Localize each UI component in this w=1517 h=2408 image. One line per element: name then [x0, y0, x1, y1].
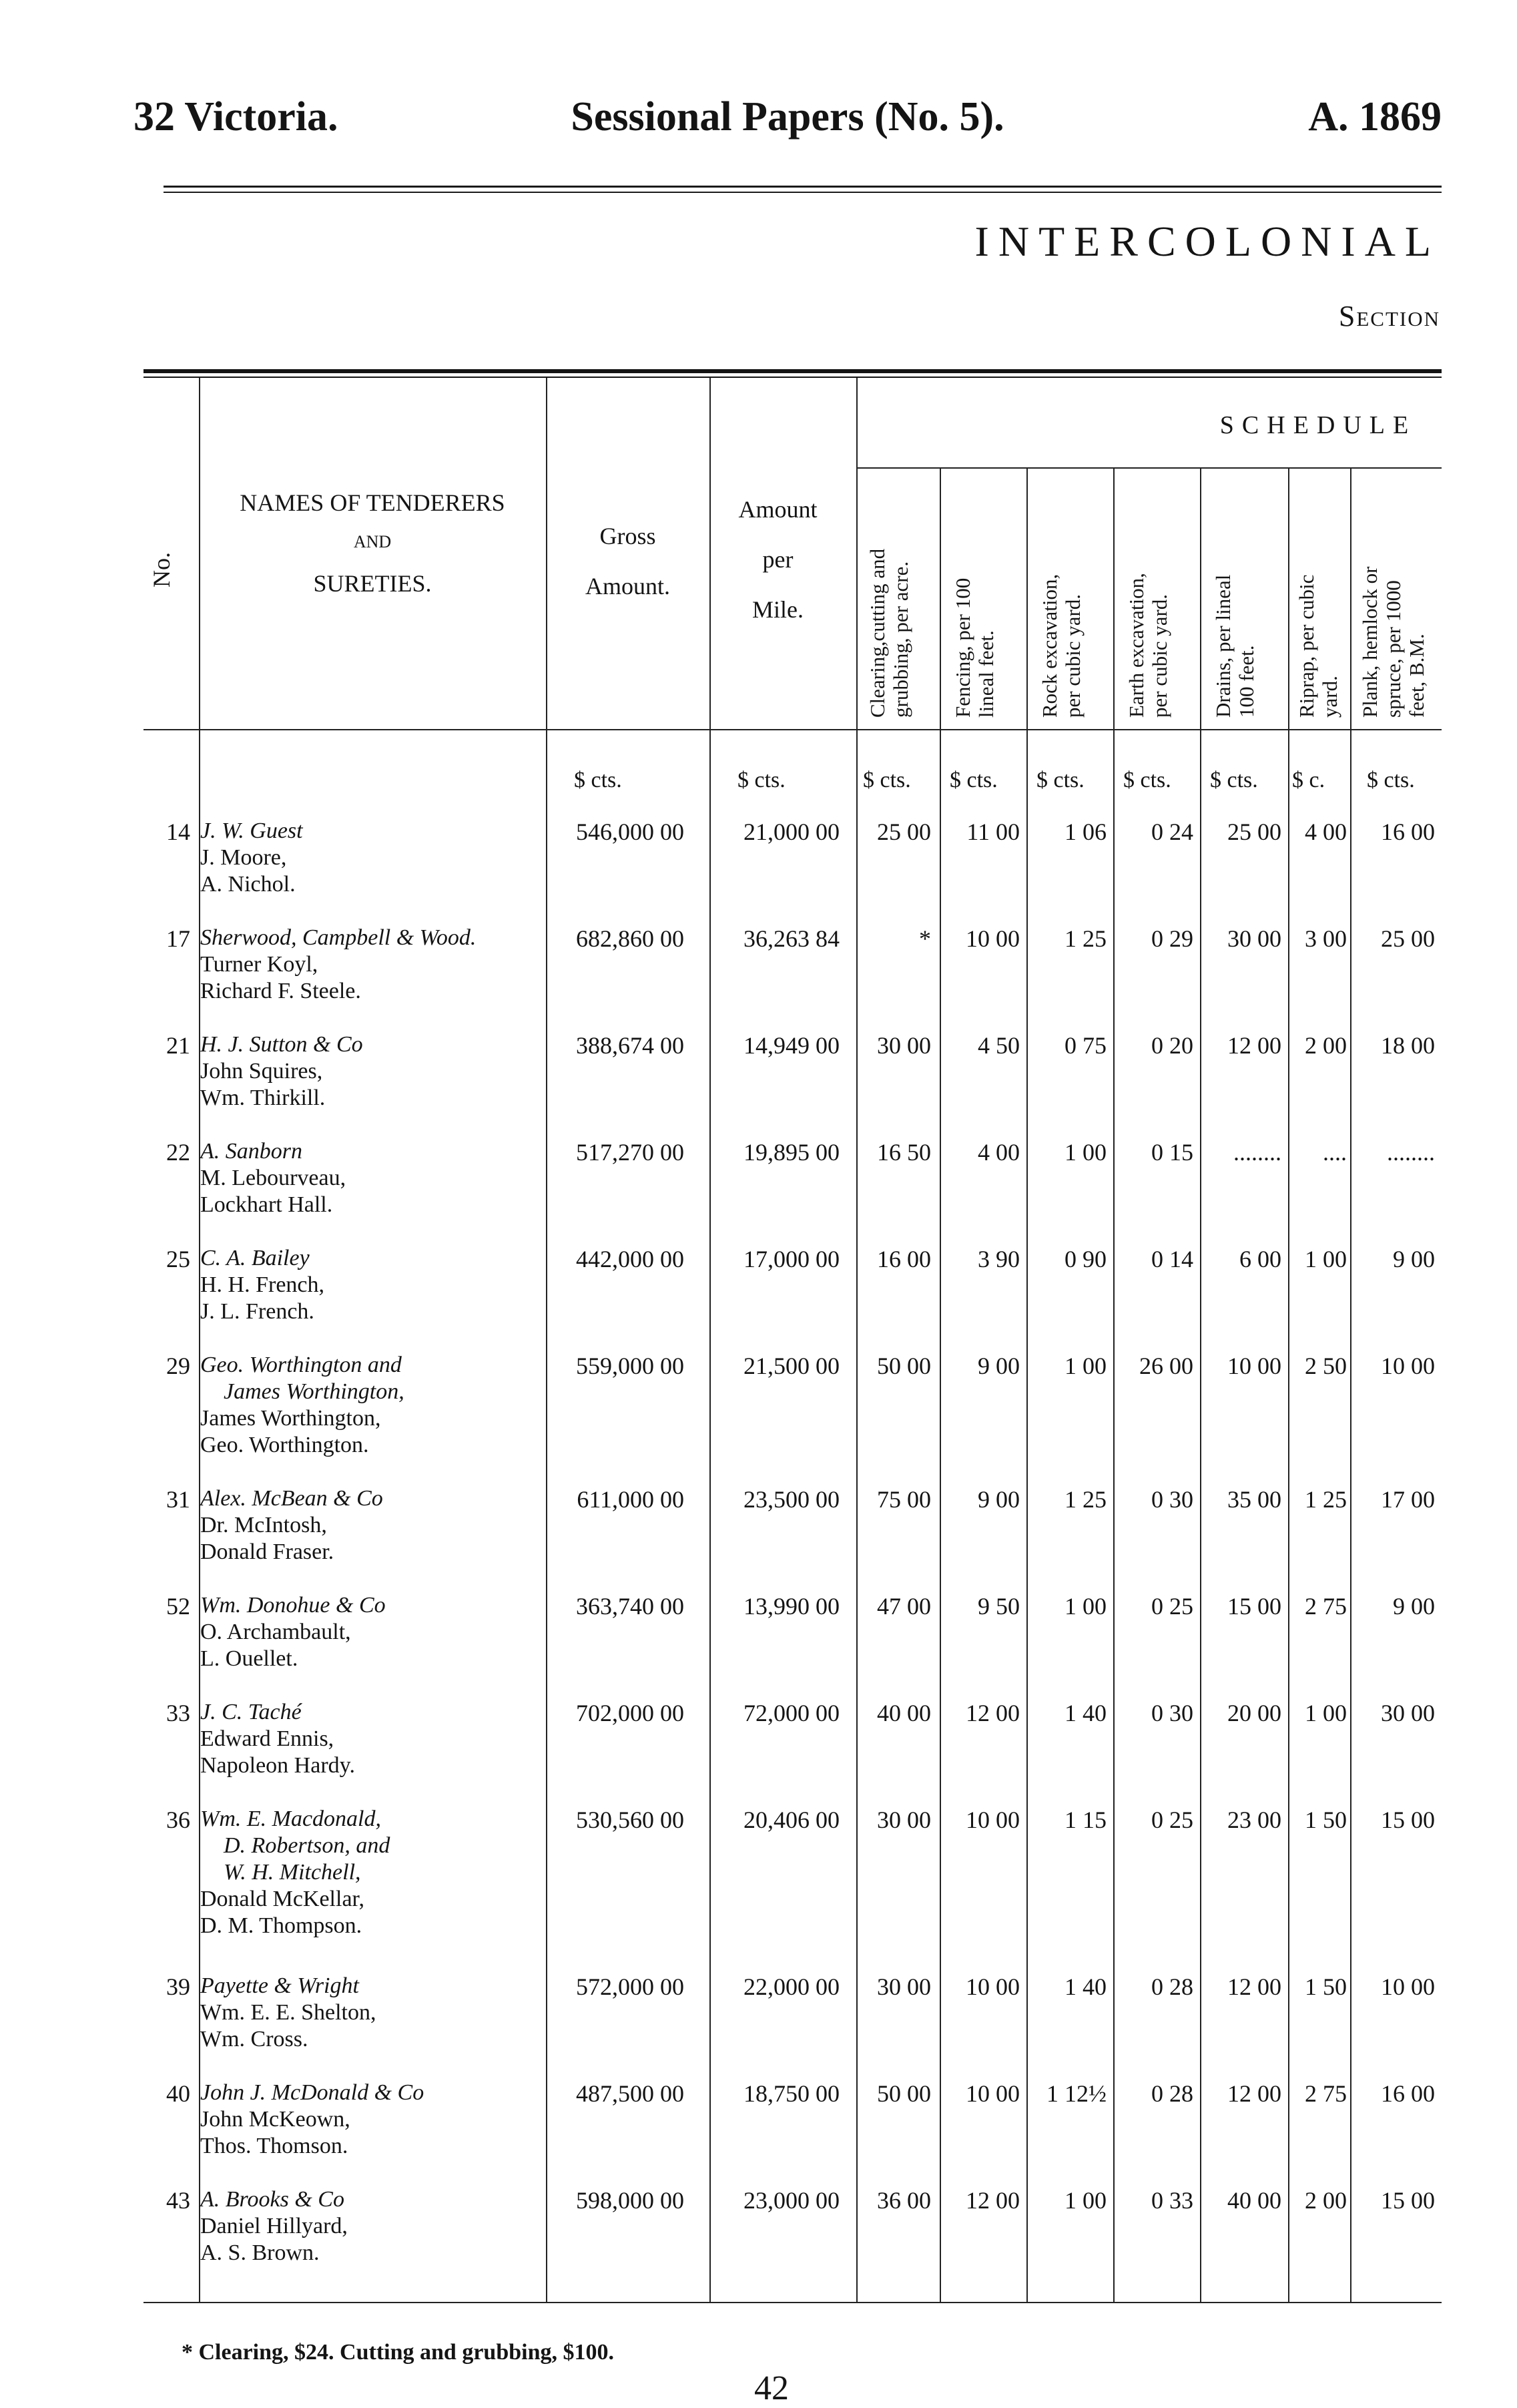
cell-rock: 1 00 [1065, 1139, 1107, 1166]
cell-plank: 16 00 [1381, 818, 1435, 845]
cell-clearing: 50 00 [877, 1353, 931, 1379]
col-rule [1200, 467, 1201, 2302]
cell-rock: 1 00 [1065, 1353, 1107, 1379]
cell-drains: 40 00 [1227, 2187, 1281, 2214]
tenderer-name: H. J. Sutton & Co [200, 1032, 363, 1057]
surety-name: Wm. Thirkill. [200, 1086, 326, 1110]
col-header-clearing [866, 549, 912, 718]
cell-fencing: 9 50 [978, 1593, 1020, 1620]
col-header-names [199, 487, 546, 599]
cell-rock: 1 40 [1065, 1700, 1107, 1726]
cell-clearing: 75 00 [877, 1486, 931, 1513]
col-header-plank-line2: spruce, per 1000 [1382, 580, 1405, 718]
tenderer-name: Alex. McBean & Co [200, 1486, 383, 1511]
tender-number: 14 [166, 818, 190, 845]
tender-number: 22 [166, 1139, 190, 1166]
cell-gross: 487,500 00 [576, 2080, 684, 2107]
cell-clearing: 36 00 [877, 2187, 931, 2214]
surety-name: A. Nichol. [200, 872, 296, 897]
col-header-amount-line1: Amount [738, 496, 818, 523]
page-number: 42 [754, 2369, 789, 2407]
cell-clearing: 16 00 [877, 1246, 931, 1272]
cell-riprap: 2 00 [1305, 1032, 1347, 1059]
col-header-gross-line2: Amount. [585, 572, 670, 599]
cell-drains: 12 00 [1227, 1032, 1281, 1059]
tenderer-name: J. C. Taché [200, 1700, 302, 1724]
col-header-drains-line2: 100 feet. [1235, 645, 1258, 718]
unit-gross: $ cts. [574, 768, 622, 792]
surety-name: A. S. Brown. [200, 2240, 320, 2265]
surety-name: Donald Fraser. [200, 1539, 334, 1564]
tenderer-name: W. H. Mitchell, [224, 1860, 361, 1885]
unit-amount: $ cts. [737, 768, 786, 792]
col-header-gross [546, 521, 709, 602]
cell-riprap: 2 50 [1305, 1353, 1347, 1379]
col-rule [1113, 467, 1115, 2302]
cell-clearing: 40 00 [877, 1700, 931, 1726]
cell-fencing: 4 50 [978, 1032, 1020, 1059]
col-header-riprap-line1: Riprap, per cubic [1295, 574, 1318, 718]
tenderer-name: A. Sanborn [200, 1139, 302, 1164]
surety-name: Dr. McIntosh, [200, 1513, 327, 1537]
tender-number: 39 [166, 1973, 190, 2000]
cell-riprap: 2 75 [1305, 1593, 1347, 1620]
cell-drains: 12 00 [1227, 1973, 1281, 2000]
cell-fencing: 9 00 [978, 1486, 1020, 1513]
cell-riprap: 1 00 [1305, 1246, 1347, 1272]
cell-riprap: 3 00 [1305, 925, 1347, 952]
cell-per-mile: 22,000 00 [743, 1973, 840, 2000]
cell-drains: 6 00 [1239, 1246, 1281, 1272]
tenderer-name: D. Robertson, and [224, 1833, 390, 1858]
cell-per-mile: 18,750 00 [743, 2080, 840, 2107]
surety-name: H. H. French, [200, 1272, 325, 1297]
surety-name: Donald McKellar, [200, 1887, 365, 1911]
col-header-drains-line1: Drains, per lineal [1211, 574, 1235, 718]
col-header-amount [709, 494, 846, 625]
cell-rock: 1 00 [1065, 2187, 1107, 2214]
cell-rock: 0 90 [1065, 1246, 1107, 1272]
col-header-names-line1: NAMES OF TENDERERS [240, 489, 505, 516]
unit-drains: $ cts. [1210, 768, 1258, 792]
cell-fencing: 10 00 [966, 1807, 1020, 1833]
running-head-center: Sessional Papers (No. 5). [571, 94, 1004, 140]
tenderer-name: A. Brooks & Co [200, 2187, 344, 2212]
section-label: Section [1338, 300, 1440, 332]
unit-fencing: $ cts. [950, 768, 998, 792]
surety-name: Thos. Thomson. [200, 2134, 348, 2158]
cell-rock: 1 25 [1065, 1486, 1107, 1513]
cell-per-mile: 23,000 00 [743, 2187, 840, 2214]
col-header-rock-line1: Rock excavation, [1038, 573, 1061, 718]
cell-per-mile: 21,000 00 [743, 818, 840, 845]
table-bottom-rule [143, 2302, 1442, 2303]
cell-earth: 0 25 [1151, 1807, 1193, 1833]
cell-gross: 598,000 00 [576, 2187, 684, 2214]
col-header-amount-line3: Mile. [752, 595, 804, 623]
cell-per-mile: 13,990 00 [743, 1593, 840, 1620]
cell-clearing: 25 00 [877, 818, 931, 845]
tenderer-name: Wm. Donohue & Co [200, 1593, 386, 1618]
running-head-left: 32 Victoria. [133, 94, 338, 140]
header-rule [143, 729, 1442, 730]
schedule-label: SCHEDULE [1219, 411, 1417, 439]
col-rule [546, 378, 547, 2302]
tender-number: 40 [166, 2080, 190, 2107]
cell-earth: 0 24 [1151, 818, 1193, 845]
tender-number: 52 [166, 1593, 190, 1620]
unit-clearing: $ cts. [863, 768, 911, 792]
cell-plank: 9 00 [1393, 1593, 1435, 1620]
col-header-earth-line1: Earth excavation, [1125, 573, 1148, 718]
surety-name: Wm. Cross. [200, 2027, 308, 2052]
col-header-riprap [1295, 575, 1341, 718]
cell-riprap: 1 50 [1305, 1973, 1347, 2000]
tender-number: 25 [166, 1246, 190, 1272]
col-header-plank-line3: feet, B.M. [1405, 634, 1428, 718]
cell-fencing: 12 00 [966, 2187, 1020, 2214]
running-head-right: A. 1869 [1308, 94, 1442, 140]
col-header-earth-line2: per cubic yard. [1148, 593, 1171, 718]
cell-clearing: 30 00 [877, 1032, 931, 1059]
cell-per-mile: 21,500 00 [743, 1353, 840, 1379]
cell-gross: 702,000 00 [576, 1700, 684, 1726]
cell-rock: 1 12½ [1046, 2080, 1107, 2107]
surety-name: Geo. Worthington. [200, 1433, 369, 1457]
tenderer-name: James Worthington, [224, 1379, 404, 1404]
surety-name: Lockhart Hall. [200, 1192, 333, 1217]
cell-clearing: 47 00 [877, 1593, 931, 1620]
col-header-drains [1211, 575, 1258, 718]
tender-number: 43 [166, 2187, 190, 2214]
cell-fencing: 10 00 [966, 1973, 1020, 2000]
cell-gross: 611,000 00 [577, 1486, 684, 1513]
surety-name: Edward Ennis, [200, 1726, 334, 1751]
col-header-riprap-line2: yard. [1318, 676, 1341, 718]
cell-per-mile: 23,500 00 [743, 1486, 840, 1513]
cell-rock: 1 00 [1065, 1593, 1107, 1620]
surety-name: Napoleon Hardy. [200, 1753, 355, 1778]
cell-rock: 0 75 [1065, 1032, 1107, 1059]
cell-per-mile: 19,895 00 [743, 1139, 840, 1166]
col-rule [1350, 467, 1351, 2302]
cell-riprap: 1 50 [1305, 1807, 1347, 1833]
col-header-fencing-line1: Fencing, per 100 [951, 577, 974, 718]
cell-rock: 1 40 [1065, 1973, 1107, 2000]
tender-number: 36 [166, 1807, 190, 1833]
unit-riprap: $ c. [1292, 768, 1325, 792]
surety-name: Turner Koyl, [200, 952, 318, 977]
surety-name: J. L. French. [200, 1299, 314, 1324]
cell-earth: 0 30 [1151, 1700, 1193, 1726]
col-header-plank-line1: Plank, hemlock or [1358, 566, 1382, 718]
cell-plank: ........ [1387, 1139, 1435, 1166]
cell-gross: 442,000 00 [576, 1246, 684, 1272]
cell-gross: 682,860 00 [576, 925, 684, 952]
cell-rock: 1 06 [1065, 818, 1107, 845]
cell-riprap: 1 25 [1305, 1486, 1347, 1513]
cell-rock: 1 25 [1065, 925, 1107, 952]
surety-name: John Squires, [200, 1059, 323, 1083]
cell-fencing: 12 00 [966, 1700, 1020, 1726]
cell-drains: 10 00 [1227, 1353, 1281, 1379]
cell-gross: 530,560 00 [576, 1807, 684, 1833]
cell-plank: 25 00 [1381, 925, 1435, 952]
col-rule [1288, 467, 1289, 2302]
surety-name: D. M. Thompson. [200, 1913, 362, 1938]
cell-clearing: * [919, 925, 931, 952]
cell-fencing: 9 00 [978, 1353, 1020, 1379]
cell-gross: 388,674 00 [576, 1032, 684, 1059]
surety-name: James Worthington, [200, 1406, 381, 1431]
cell-gross: 363,740 00 [576, 1593, 684, 1620]
schedule-rule [858, 467, 1442, 469]
cell-earth: 0 28 [1151, 1973, 1193, 2000]
cell-riprap: 1 00 [1305, 1700, 1347, 1726]
tender-number: 29 [166, 1353, 190, 1379]
col-header-earth [1125, 573, 1171, 718]
col-header-fencing [951, 578, 998, 718]
tenderer-name: Payette & Wright [200, 1973, 359, 1998]
col-header-fencing-line2: lineal feet. [974, 630, 998, 718]
cell-clearing: 30 00 [877, 1807, 931, 1833]
cell-earth: 0 15 [1151, 1139, 1193, 1166]
cell-per-mile: 17,000 00 [743, 1246, 840, 1272]
cell-drains: 35 00 [1227, 1486, 1281, 1513]
page-title: INTERCOLONIAL [974, 218, 1440, 265]
cell-fencing: 11 00 [966, 818, 1020, 845]
tenderer-name: J. W. Guest [200, 818, 303, 843]
cell-plank: 10 00 [1381, 1973, 1435, 2000]
rule-top-2 [164, 192, 1442, 193]
tender-number: 33 [166, 1700, 190, 1726]
cell-earth: 26 00 [1139, 1353, 1193, 1379]
cell-gross: 559,000 00 [576, 1353, 684, 1379]
col-rule [1026, 467, 1028, 2302]
tender-number: 21 [166, 1032, 190, 1059]
surety-name: Daniel Hillyard, [200, 2214, 348, 2238]
surety-name: M. Lebourveau, [200, 1166, 346, 1190]
cell-fencing: 10 00 [966, 2080, 1020, 2107]
cell-drains: 20 00 [1227, 1700, 1281, 1726]
tenderer-name: Wm. E. Macdonald, [200, 1807, 382, 1831]
cell-plank: 15 00 [1381, 1807, 1435, 1833]
cell-per-mile: 72,000 00 [743, 1700, 840, 1726]
surety-name: J. Moore, [200, 845, 287, 870]
col-header-amount-line2: per [762, 545, 794, 573]
footnote: * Clearing, $24. Cutting and grubbing, $100. [182, 2340, 614, 2365]
cell-plank: 10 00 [1381, 1353, 1435, 1379]
col-header-rock [1038, 574, 1085, 718]
cell-earth: 0 30 [1151, 1486, 1193, 1513]
cell-earth: 0 33 [1151, 2187, 1193, 2214]
tenderer-name: C. A. Bailey [200, 1246, 310, 1270]
cell-gross: 517,270 00 [576, 1139, 684, 1166]
col-rule [709, 378, 711, 2302]
cell-per-mile: 14,949 00 [743, 1032, 840, 1059]
cell-riprap: 2 00 [1305, 2187, 1347, 2214]
cell-drains: 15 00 [1227, 1593, 1281, 1620]
cell-per-mile: 20,406 00 [743, 1807, 840, 1833]
cell-per-mile: 36,263 84 [743, 925, 840, 952]
cell-clearing: 50 00 [877, 2080, 931, 2107]
cell-earth: 0 20 [1151, 1032, 1193, 1059]
cell-drains: 30 00 [1227, 925, 1281, 952]
cell-plank: 15 00 [1381, 2187, 1435, 2214]
surety-name: John McKeown, [200, 2107, 350, 2132]
col-header-clearing-line2: grubbing, per acre. [889, 561, 912, 718]
col-header-names-and: AND [353, 531, 392, 551]
col-header-plank [1358, 567, 1428, 718]
running-head [133, 93, 1442, 154]
cell-drains: 12 00 [1227, 2080, 1281, 2107]
surety-name: O. Archambault, [200, 1620, 351, 1644]
surety-name: L. Ouellet. [200, 1646, 298, 1671]
cell-fencing: 10 00 [966, 925, 1020, 952]
cell-gross: 572,000 00 [576, 1973, 684, 2000]
unit-rock: $ cts. [1036, 768, 1085, 792]
surety-name: Richard F. Steele. [200, 979, 361, 1003]
cell-rock: 1 15 [1065, 1807, 1107, 1833]
cell-drains: 25 00 [1227, 818, 1281, 845]
cell-riprap: .... [1323, 1139, 1347, 1166]
tender-number: 31 [166, 1486, 190, 1513]
cell-plank: 30 00 [1381, 1700, 1435, 1726]
col-header-names-line2: SURETIES. [313, 569, 432, 597]
col-header-gross-line1: Gross [599, 523, 656, 549]
unit-plank: $ cts. [1367, 768, 1415, 792]
cell-clearing: 30 00 [877, 1973, 931, 2000]
col-rule [856, 378, 858, 2302]
col-header-rock-line2: per cubic yard. [1061, 593, 1085, 718]
cell-drains: ........ [1233, 1139, 1281, 1166]
cell-earth: 0 29 [1151, 925, 1193, 952]
cell-riprap: 2 75 [1305, 2080, 1347, 2107]
cell-gross: 546,000 00 [576, 818, 684, 845]
cell-earth: 0 14 [1151, 1246, 1193, 1272]
rule-top [164, 186, 1442, 188]
tender-number: 17 [166, 925, 190, 952]
cell-earth: 0 25 [1151, 1593, 1193, 1620]
table-top-rule-2 [143, 377, 1442, 378]
cell-drains: 23 00 [1227, 1807, 1281, 1833]
col-header-clearing-line1: Clearing,cutting and [866, 548, 889, 718]
col-rule [940, 467, 941, 2302]
cell-clearing: 16 50 [877, 1139, 931, 1166]
cell-fencing: 3 90 [978, 1246, 1020, 1272]
cell-plank: 17 00 [1381, 1486, 1435, 1513]
surety-name: Wm. E. E. Shelton, [200, 2000, 376, 2025]
cell-riprap: 4 00 [1305, 818, 1347, 845]
unit-earth: $ cts. [1123, 768, 1171, 792]
cell-plank: 16 00 [1381, 2080, 1435, 2107]
cell-plank: 18 00 [1381, 1032, 1435, 1059]
col-header-no: No. [148, 552, 175, 587]
cell-earth: 0 28 [1151, 2080, 1193, 2107]
tenderer-name: Sherwood, Campbell & Wood. [200, 925, 477, 950]
tenderer-name: Geo. Worthington and [200, 1353, 402, 1377]
cell-plank: 9 00 [1393, 1246, 1435, 1272]
tenderer-name: John J. McDonald & Co [200, 2080, 424, 2105]
table-top-rule [143, 369, 1442, 373]
cell-fencing: 4 00 [978, 1139, 1020, 1166]
